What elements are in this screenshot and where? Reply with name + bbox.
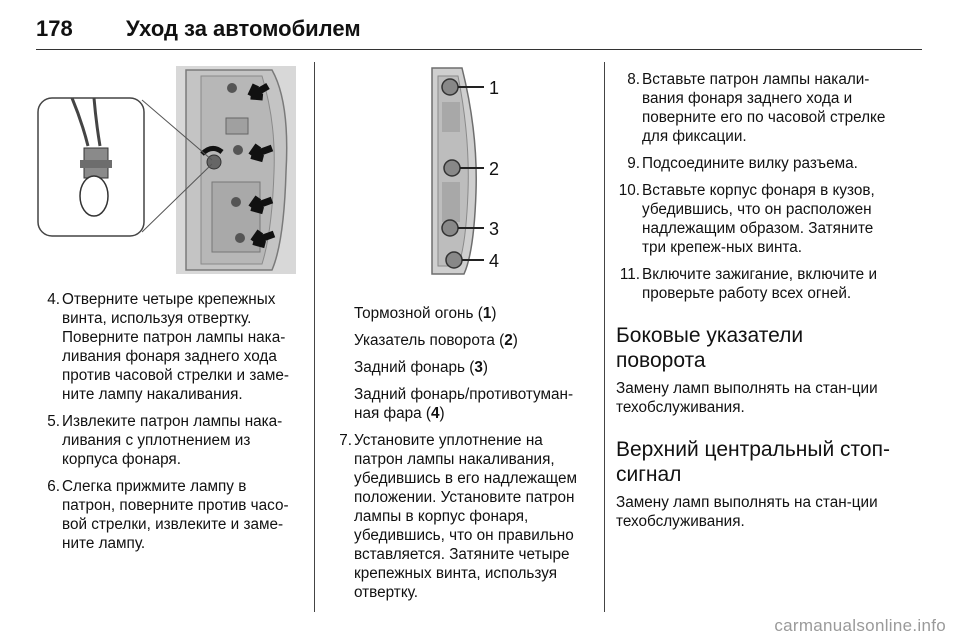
- section-heading-side-indicators: Боковые указатели поворота: [616, 324, 804, 372]
- page-header: [36, 16, 926, 50]
- step-number: 7.: [339, 432, 352, 449]
- step-7: [328, 431, 594, 602]
- step-text: Вставьте патрон лампы накали-вания фонаря заднего хода и поверните его по часовой стрелке для фиксации.: [642, 71, 886, 145]
- watermark: carmanualsonline.info: [774, 616, 946, 635]
- step-6: [36, 477, 302, 553]
- step-10: [616, 181, 892, 257]
- callout-4: 4: [489, 251, 500, 271]
- legend-item-3: Задний фонарь (3): [354, 359, 488, 376]
- step-number: 5.: [47, 413, 60, 430]
- step-number: 4.: [47, 291, 60, 308]
- tail-lamp-bulb-positions-illustration: [326, 62, 588, 278]
- tail-lamp-screws-illustration: [36, 62, 298, 278]
- step-9: [616, 154, 892, 173]
- step-number: 10.: [618, 182, 640, 199]
- section-text-side-indicators: Замену ламп выполнять на стан-ции техобслуживания.: [616, 380, 878, 416]
- step-number: 6.: [47, 478, 60, 495]
- middle-column: [328, 304, 594, 610]
- step-number: 8.: [627, 71, 640, 88]
- step-text: Извлеките патрон лампы нака-ливания с уплотнением из корпуса фонаря.: [62, 413, 283, 468]
- step-11: [616, 265, 892, 303]
- section-text-brake-light: Замену ламп выполнять на стан-ции техобслуживания.: [616, 494, 878, 530]
- left-column: [36, 290, 302, 561]
- section-heading-brake-light: Верхний центральный стоп-сигнал: [616, 438, 890, 486]
- callout-2: 2: [489, 159, 500, 179]
- callout-3: 3: [489, 219, 500, 239]
- legend-item-4: Задний фонарь/противотуман-ная фара (4): [354, 386, 574, 422]
- tail-lamp-bulb-positions-drawing: [326, 62, 588, 278]
- legend-item-1: Тормозной огонь (1): [354, 305, 497, 322]
- column-divider-1: [314, 62, 315, 612]
- step-number: 11.: [619, 266, 640, 283]
- step-8: [616, 70, 892, 146]
- step-text: Подсоедините вилку разъема.: [642, 155, 858, 172]
- step-5: [36, 412, 302, 469]
- legend-item-2: Указатель поворота (2): [354, 332, 518, 349]
- tail-lamp-screws-drawing: [36, 62, 298, 278]
- page-number: 178: [36, 16, 73, 41]
- step-text: Установите уплотнение на патрон лампы накаливания, убедившись в его надлежащем положении. Установите патрон лампы в корпус фонаря, убедившись, что он правильно вставляется. Затяните четыре крепежных винта, используя отвертку.: [354, 432, 578, 601]
- right-column: [616, 70, 892, 537]
- step-text: Включите зажигание, включите и проверьте работу всех огней.: [642, 266, 877, 302]
- column-divider-2: [604, 62, 605, 612]
- step-text: Вставьте корпус фонаря в кузов, убедившись, что он расположен надлежащим образом. Затяните три крепеж-ных винта.: [642, 182, 875, 256]
- step-text: Отверните четыре крепежных винта, используя отвертку. Поверните патрон лампы нака-ливания фонаря заднего хода против часовой стрелки и заме-ните лампу накаливания.: [62, 291, 289, 403]
- chapter-title: Уход за автомобилем: [126, 16, 361, 41]
- step-text: Слегка прижмите лампу в патрон, поверните против часо-вой стрелки, извлеките и заме-ните лампу.: [62, 478, 289, 552]
- header-rule: [36, 49, 922, 50]
- step-4: [36, 290, 302, 404]
- callout-1: 1: [489, 78, 500, 98]
- step-number: 9.: [627, 155, 640, 172]
